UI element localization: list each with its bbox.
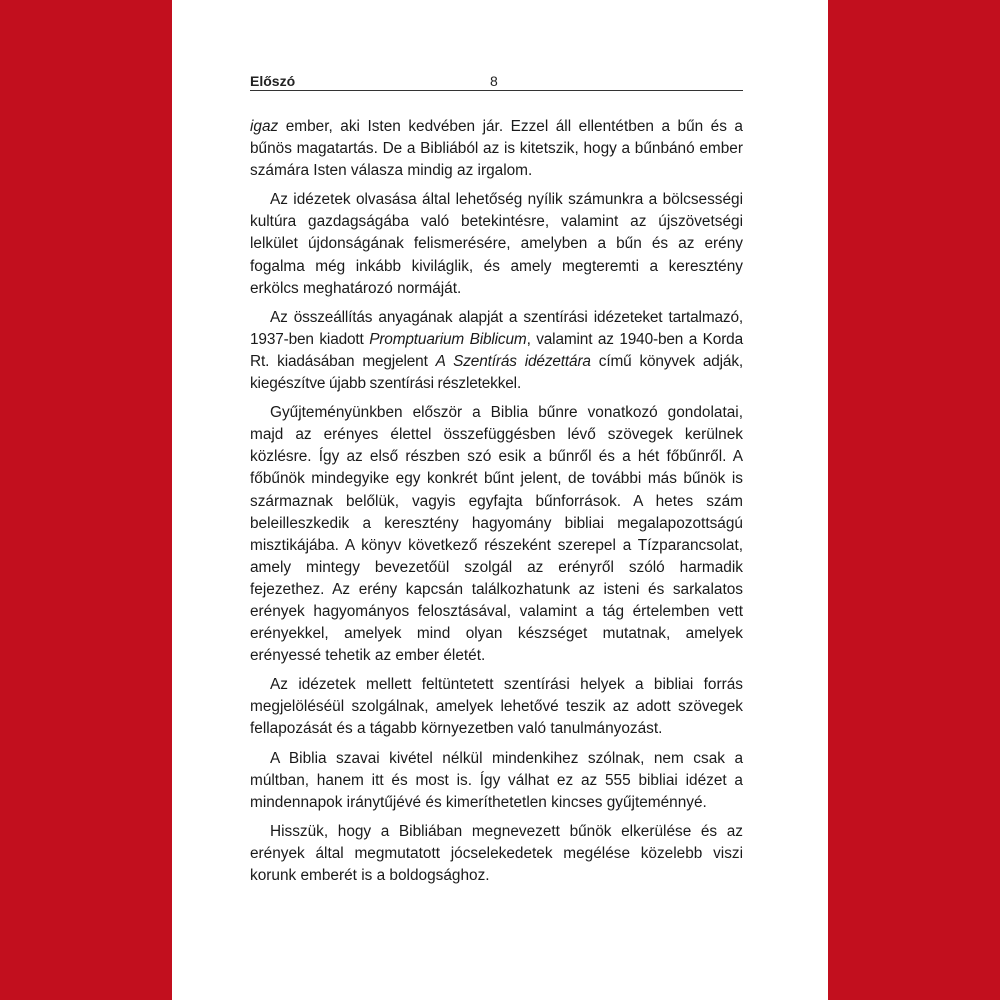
paragraph-3-part-1: Az összeállítás anyagának alapját a szentírási idézeteket tartalmazó, 1937-ben kiadott: [250, 308, 743, 348]
italic-word: igaz: [250, 118, 279, 135]
paragraph-3-part-2: , valamint az 1940-ben a Korda Rt. kiadásában megjelent: [250, 330, 743, 370]
page-number: 8: [490, 73, 498, 89]
book-title-idezettar: A Szentírás idézettára: [435, 352, 591, 370]
paragraph-7: Hisszük, hogy a Bibliában megnevezett bűnök elkerülése és az erények által megmutatott jócselekedetek megélése közelebb viszi korunk emberét is a boldogsághoz.: [250, 822, 743, 884]
paragraph-4: Gyűjteményünkben először a Biblia bűnre vonatkozó gondolatai, majd az erényes élettel összefüggésben lévő szövegek kerülnek közlésre. Így az első részben szó esik a bűnről és a hét főbűnről. A főbűnök mindegyike egy konkrét bűnt jelent, de további más bűnök is származnak belőlük, vagyis egyfajta bűnforrások. A hetes szám beleilleszkedik a keresztény hagyomány bibliai megalapozottságú misztikájába. A könyv következő részeként szerepel a Tízparancsolat, amely mintegy bevezetőül szolgál az erényről szóló harmadik fejezethez. Az erény kapcsán találkozhatunk az isteni és sarkalatos erények hagyományos felosztásával, valamint a tág értelemben vett erényekkel, amelyek mind olyan készséget mutatnak, amelyek erényessé tehetik az ember életét.: [250, 404, 743, 665]
book-page: [172, 0, 828, 1000]
paragraph-1-text: ember, aki Isten kedvében jár. Ezzel áll ellentétben a bűn és a bűnös magatartás. De a Bibliából az is kitetszik, hogy a bűnbánó ember számára Isten válasza mindig az irgalom.: [250, 118, 743, 180]
paragraph-3-part-3: című könyvek adják, kiegészítve újabb szentírási részletekkel.: [250, 352, 743, 393]
paragraph-1: [250, 116, 743, 182]
running-header: [250, 72, 743, 91]
chapter-title: Előszó: [250, 73, 296, 89]
paragraph-5: Az idézetek mellett feltüntetett szentírási helyek a bibliai forrás megjelöléséül szolgálnak, amelyek lehetővé teszik az adott szövegek fellapozását és a tágabb környezetben való tanulmányozást.: [250, 676, 743, 738]
paragraph-3: [250, 307, 743, 395]
paragraph-2: Az idézetek olvasása által lehetőség nyílik számunkra a bölcsességi kultúra gazdagságába való betekintésre, valamint az újszövetségi lelkület újdonságának felismerésére, amelyben a bűn és az erény fogalma még inkább kiviláglik, és amely megteremti a keresztény erkölcs meghatározó normáját.: [250, 191, 743, 297]
book-title-promptuarium: Promptuarium Biblicum: [369, 330, 527, 348]
body-text: [250, 116, 743, 887]
paragraph-6: A Biblia szavai kivétel nélkül mindenkihez szólnak, nem csak a múltban, hanem itt és most is. Így válhat ez az 555 bibliai idézet a mindennapok iránytűjévé és kimeríthetetlen kincses gyűjteménnyé.: [250, 749, 743, 811]
